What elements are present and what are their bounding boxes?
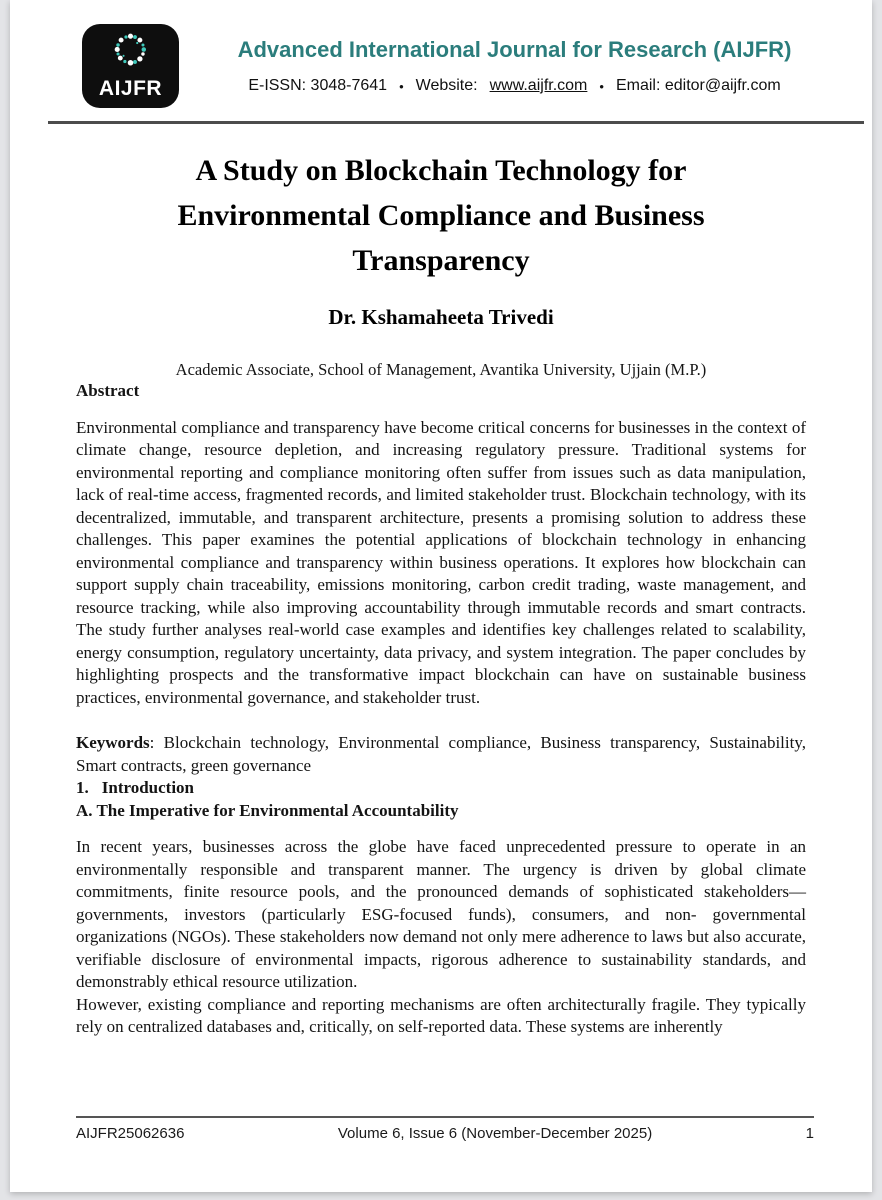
eissn-text: E-ISSN: 3048-7641 xyxy=(248,77,388,94)
journal-header-text xyxy=(197,37,832,95)
keywords-text: : Blockchain technology, Environmental compliance, Business transparency, Sustainability, Smart contracts, green governance xyxy=(76,733,806,775)
header-divider xyxy=(48,121,864,124)
article-body xyxy=(10,380,872,1039)
section-number: 1. xyxy=(76,778,89,797)
author-name: Dr. Kshamaheeta Trivedi xyxy=(328,305,554,329)
abstract-heading: Abstract xyxy=(76,381,140,400)
journal-name: Advanced International Journal for Research (AIJFR) xyxy=(237,37,792,62)
logo-dot-ring-icon xyxy=(107,29,154,72)
journal-header xyxy=(10,0,872,118)
bullet-separator-icon: • xyxy=(599,78,604,94)
email-text: Email: editor@aijfr.com xyxy=(615,77,781,94)
section-title: Introduction xyxy=(101,778,195,797)
page-footer xyxy=(76,1116,814,1142)
paper-title: A Study on Blockchain Technology for Environmental Compliance and Business Transparency xyxy=(177,154,705,277)
section-heading-introduction xyxy=(76,777,806,800)
aijfr-logo xyxy=(82,24,179,108)
footer-paper-id: AIJFR25062636 xyxy=(76,1125,185,1142)
author-affiliation: Academic Associate, School of Management, Avantika University, Ujjain (M.P.) xyxy=(175,360,707,379)
keywords-label: Keywords xyxy=(76,733,150,752)
website-label: Website: xyxy=(415,77,478,94)
keywords-line xyxy=(76,732,806,777)
footer-page-number: 1 xyxy=(805,1125,814,1142)
abstract-text: Environmental compliance and transparency have become critical concerns for businesses in the context of climate change, resource depletion, and increasing regulatory pressure. Traditional systems for environmental reporting and compliance monitoring often suffer from issues such as data manipulation, lack of real-time access, fragmented records, and limited stakeholder trust. Blockchain technology, with its decentralized, immutable, and transparent architecture, presents a promising solution to address these challenges. This paper examines the potential applications of blockchain technology in enhancing environmental compliance and transparency within business operations. It explores how blockchain can support supply chain traceability, emissions monitoring, carbon credit trading, waste management, and resource tracking, while also improving accountability through immutable records and smart contracts. The study further analyses real-world case examples and identifies key challenges related to scalability, energy consumption, regulatory uncertainty, data privacy, and system integration. The paper concludes by highlighting prospects and the transformative impact blockchain can have on sustainable business practices, environmental governance, and stakeholder trust. xyxy=(76,417,806,707)
bullet-separator-icon: • xyxy=(399,78,404,94)
introduction-paragraph-1: In recent years, businesses across the globe have faced unprecedented pressure to operate in an environmentally responsible and transparent manner. The urgency is driven by global climate commitments, finite resource pools, and the pronounced demands of sophisticated stakeholders—governments, investors (particularly ESG-focused funds), consumers, and non- governmental organizations (NGOs). These stakeholders now demand not only mere adherence to laws but also accurate, verifiable disclosure of environmental impacts, rigorous adherence to sustainability standards, and demonstrably ethical resource utilization. xyxy=(76,837,806,991)
website-link[interactable]: www.aijfr.com xyxy=(489,77,588,94)
subsection-heading: A. The Imperative for Environmental Accountability xyxy=(76,800,459,820)
footer-volume-info: Volume 6, Issue 6 (November-December 2025) xyxy=(337,1125,653,1142)
paper-page xyxy=(10,0,872,1192)
introduction-paragraph-2: However, existing compliance and reporting mechanisms are often architecturally fragile. They typically rely on centralized databases and, critically, on self-reported data. These systems are inherently xyxy=(76,994,806,1036)
journal-info-line xyxy=(197,77,832,95)
logo-text: AIJFR xyxy=(98,77,163,100)
